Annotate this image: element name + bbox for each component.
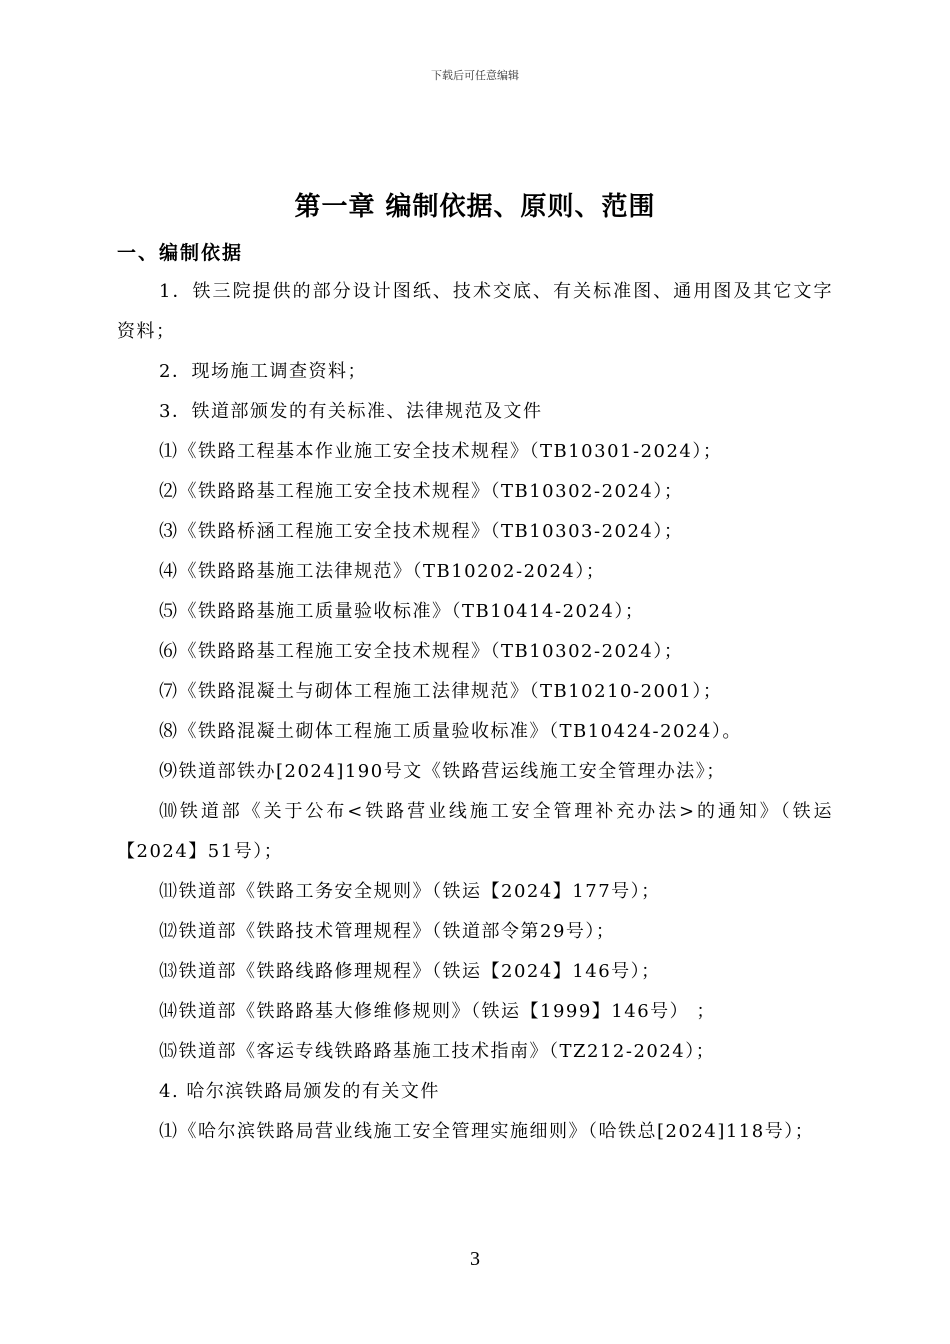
regulation-item-13: ⒀铁道部《铁路线路修理规程》（铁运【2024】146号）； <box>159 961 661 982</box>
regulation-item-14: ⒁铁道部《铁路路基大修维修规则》（铁运【1999】146号） ； <box>159 1001 716 1022</box>
regulation-item-8: ⑻《铁路混凝土砌体工程施工质量验收标准》（TB10424-2024）。 <box>159 721 742 742</box>
page-number: 3 <box>470 1248 480 1270</box>
regulation-item-10: ⑽铁道部《关于公布<铁路营业线施工安全管理补充办法>的通知》（铁运【2024】51号）； <box>117 801 833 862</box>
section-heading: 一、编制依据 <box>117 242 244 264</box>
regulation-item-1: ⑴《铁路工程基本作业施工安全技术规程》（TB10301-2024）； <box>159 441 723 462</box>
regulation-item-12: ⑿铁道部《铁路技术管理规程》（铁道部令第29号）； <box>159 921 616 942</box>
bureau-regulation-item-1: ⑴《哈尔滨铁路局营业线施工安全管理实施细则》（哈铁总[2024]118号）； <box>159 1121 815 1142</box>
regulation-item-15: ⒂铁道部《客运专线铁路路基施工技术指南》（TZ212-2024）； <box>159 1041 716 1062</box>
regulation-item-6: ⑹《铁路路基工程施工安全技术规程》（TB10302-2024）； <box>159 641 684 662</box>
regulation-item-4: ⑷《铁路路基施工法律规范》（TB10202-2024）； <box>159 561 606 582</box>
paragraph-item-1: 1．铁三院提供的部分设计图纸、技术交底、有关标准图、通用图及其它文字资料； <box>117 281 833 342</box>
document-body <box>117 272 833 1152</box>
regulation-item-11: ⑾铁道部《铁路工务安全规则》（铁运【2024】177号）； <box>159 881 661 902</box>
chapter-title: 第一章 编制依据、原则、范围 <box>294 192 656 222</box>
page-header-note: 下载后可任意编辑 <box>431 69 519 82</box>
regulation-item-3: ⑶《铁路桥涵工程施工安全技术规程》（TB10303-2024）； <box>159 521 684 542</box>
regulation-item-5: ⑸《铁路路基施工质量验收标准》（TB10414-2024）； <box>159 601 645 622</box>
regulation-item-2: ⑵《铁路路基工程施工安全技术规程》（TB10302-2024）； <box>159 481 684 502</box>
paragraph-item-2: 2．现场施工调查资料； <box>159 361 367 382</box>
regulation-item-7: ⑺《铁路混凝土与砌体工程施工法律规范》（TB10210-2001）； <box>159 681 723 702</box>
paragraph-item-3: 3．铁道部颁发的有关标准、法律规范及文件 <box>159 401 543 422</box>
paragraph-item-4: 4. 哈尔滨铁路局颁发的有关文件 <box>159 1081 440 1102</box>
regulation-item-9: ⑼铁道部铁办[2024]190号文《铁路营运线施工安全管理办法》； <box>159 761 726 782</box>
